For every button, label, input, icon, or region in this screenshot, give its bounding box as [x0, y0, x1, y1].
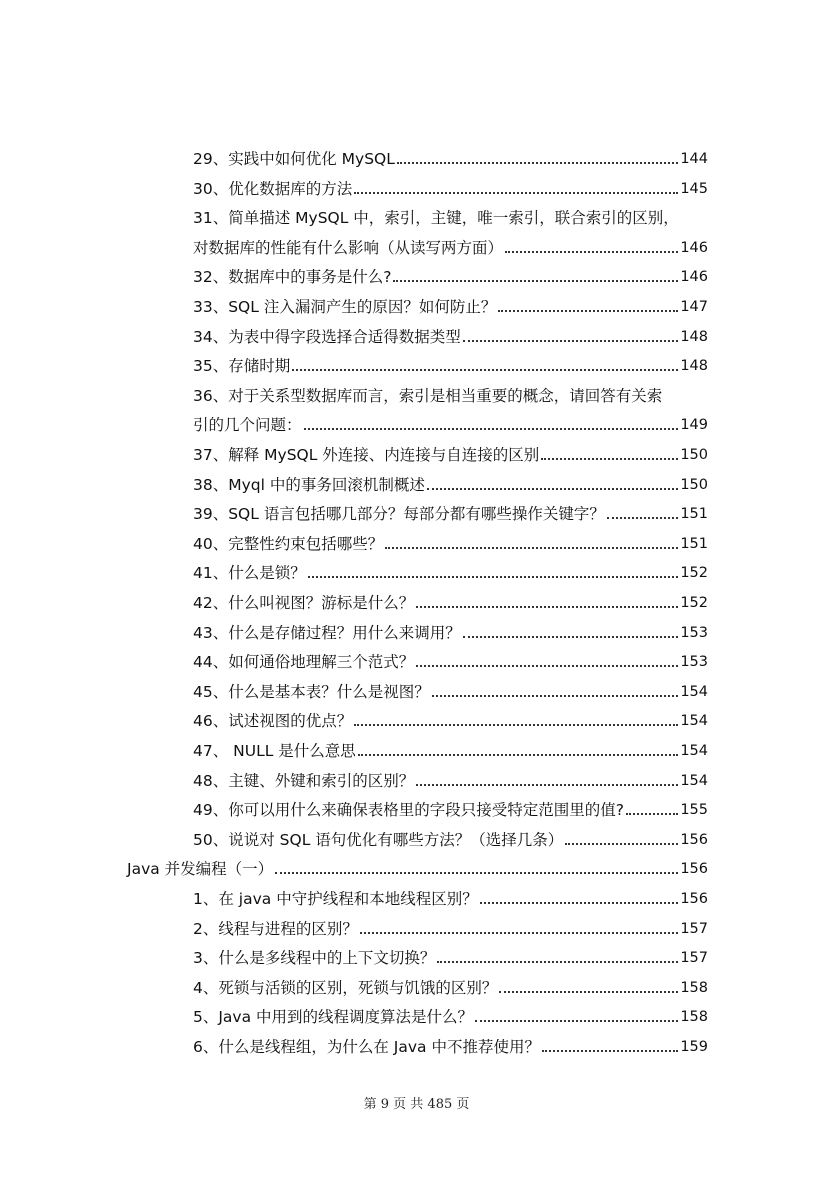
- toc-entry[interactable]: [193, 1001, 708, 1027]
- toc-entry-title: 49、你可以用什么来确保表格里的字段只接受特定范围里的值?: [193, 801, 624, 820]
- toc-entry-page-number: 146: [680, 269, 708, 286]
- toc-entry-title: 30、优化数据库的方法: [193, 179, 353, 198]
- toc-entry[interactable]: [193, 913, 708, 939]
- toc-entry-page-number: 151: [680, 535, 708, 552]
- toc-entry-title: 43、什么是存储过程？用什么来调用？: [193, 623, 461, 642]
- toc-entry-title: 4、死锁与活锁的区别，死锁与饥饿的区别？: [193, 978, 498, 997]
- toc-entry-title: 41、什么是锁？: [193, 564, 306, 583]
- dot-leader: [416, 606, 678, 608]
- toc-entry[interactable]: [193, 321, 708, 347]
- toc-entry[interactable]: [193, 380, 708, 406]
- toc-entry[interactable]: [193, 291, 708, 317]
- toc-entry-page-number: 146: [680, 239, 708, 256]
- dot-leader: [542, 1050, 678, 1052]
- toc-entry-title: 40、完整性约束包括哪些？: [193, 534, 384, 553]
- toc-entry-page-number: 148: [680, 358, 708, 375]
- toc-entry-page-number: 149: [680, 417, 708, 434]
- dot-leader: [607, 517, 678, 519]
- toc-entry[interactable]: [193, 676, 708, 702]
- toc-entry-title: 34、为表中得字段选择合适得数据类型: [193, 327, 461, 346]
- toc-entry[interactable]: [193, 735, 708, 761]
- toc-entry-title: 29、实践中如何优化 MySQL: [193, 150, 395, 168]
- toc-entry-title: 33、SQL 注入漏洞产生的原因？如何防止？: [193, 298, 497, 316]
- toc-entry-page-number: 147: [680, 299, 708, 315]
- toc-entry[interactable]: [193, 942, 708, 968]
- toc-entry-title: 39、SQL 语言包括哪几部分？每部分都有哪些操作关键字？: [193, 505, 605, 524]
- toc-entry-title: 3、什么是多线程中的上下文切换？: [193, 949, 436, 968]
- toc-entry-page-number: 155: [680, 802, 708, 819]
- toc-entry-title: 1、在 java 中守护线程和本地线程区别？: [193, 890, 478, 908]
- toc-entry-page-number: 153: [680, 624, 708, 641]
- dot-leader: [499, 991, 678, 993]
- dot-leader: [358, 754, 679, 756]
- toc-entry-page-number: 150: [680, 476, 708, 493]
- toc-entry-continuation[interactable]: [193, 409, 708, 435]
- toc-entry-page-number: 154: [680, 683, 708, 700]
- toc-entry-title: 44、如何通俗地理解三个范式？: [193, 653, 415, 672]
- dot-leader: [292, 369, 678, 371]
- toc-entry-title: 36、对于关系型数据库而言，索引是相当重要的概念，请回答有关索: [193, 386, 663, 405]
- dot-leader: [304, 428, 679, 430]
- dot-leader: [275, 872, 678, 874]
- toc-entry[interactable]: [193, 824, 708, 850]
- toc-entry[interactable]: [193, 617, 708, 643]
- toc-entry[interactable]: [193, 143, 708, 169]
- toc-entry-title: 48、主键、外键和索引的区别？: [193, 771, 415, 790]
- toc-entry-title: 42、什么叫视图？游标是什么？: [193, 594, 415, 612]
- toc-entry-page-number: 152: [680, 565, 708, 582]
- toc-entry-page-number: 148: [680, 328, 708, 345]
- toc-entry-continuation[interactable]: [193, 232, 708, 258]
- toc-entry[interactable]: [193, 705, 708, 731]
- dot-leader: [463, 340, 679, 342]
- toc-entry-page-number: 159: [680, 1039, 708, 1055]
- dot-leader: [397, 162, 678, 164]
- dot-leader: [416, 665, 678, 667]
- dot-leader: [385, 547, 678, 549]
- dot-leader: [416, 784, 678, 786]
- dot-leader: [463, 636, 679, 638]
- toc-entry-page-number: 154: [680, 713, 708, 730]
- toc-entry-title: 37、解释 MySQL 外连接、内连接与自连接的区别: [193, 446, 540, 464]
- toc-entry-title: 35、存储时期: [193, 357, 291, 376]
- toc-entry[interactable]: [193, 528, 708, 554]
- toc-entry-title: 2、线程与进程的区别？: [193, 919, 358, 938]
- toc-entry[interactable]: [193, 469, 708, 495]
- toc-entry-page-number: 158: [680, 979, 708, 996]
- toc-entry[interactable]: [193, 173, 708, 199]
- toc-section-entry[interactable]: [127, 853, 708, 879]
- dot-leader: [393, 280, 678, 282]
- dot-leader: [437, 961, 678, 963]
- dot-leader: [541, 458, 678, 460]
- toc-entry-page-number: 157: [680, 950, 708, 967]
- toc-entry[interactable]: [193, 498, 708, 524]
- toc-entry[interactable]: [193, 202, 708, 228]
- dot-leader: [475, 1020, 678, 1022]
- toc-entry-page-number: 151: [680, 506, 708, 523]
- toc-entry-title: 5、Java 中用到的线程调度算法是什么？: [193, 1008, 474, 1027]
- toc-entry-title: Java 并发编程（一）: [127, 860, 274, 879]
- dot-leader: [498, 310, 678, 312]
- toc-entry-page-number: 154: [680, 772, 708, 789]
- toc-entry-title-continuation: 对数据库的性能有什么影响（从读写两方面）: [193, 238, 504, 257]
- toc-entry-page-number: 145: [680, 180, 708, 197]
- dot-leader: [354, 724, 678, 726]
- toc-entry[interactable]: [193, 587, 708, 613]
- toc-entry[interactable]: [193, 972, 708, 998]
- toc-entry-title: 50、说说对 SQL 语句优化有哪些方法？（选择几条）: [193, 830, 564, 849]
- toc-entry-page-number: 157: [680, 920, 708, 937]
- toc-entry-title: 46、试述视图的优点？: [193, 712, 353, 731]
- toc-entry[interactable]: [193, 557, 708, 583]
- toc-entry-title-continuation: 引的几个问题：: [193, 416, 302, 435]
- dot-leader: [432, 695, 679, 697]
- dot-leader: [480, 902, 679, 904]
- dot-leader: [565, 843, 678, 845]
- toc-entry-title: 6、什么是线程组，为什么在 Java 中不推荐使用？: [193, 1038, 540, 1056]
- toc-entry-title: 32、数据库中的事务是什么?: [193, 268, 392, 287]
- toc-entry[interactable]: [193, 646, 708, 672]
- toc-entry-page-number: 153: [680, 654, 708, 671]
- toc-entry[interactable]: [193, 350, 708, 376]
- dot-leader: [427, 488, 678, 490]
- dot-leader: [626, 813, 678, 815]
- toc-entry-title: 47、 NULL 是什么意思: [193, 742, 356, 760]
- toc-entry-page-number: 156: [680, 891, 708, 907]
- toc-entry[interactable]: [193, 1031, 708, 1057]
- toc-entry-page-number: 154: [680, 743, 708, 759]
- toc-entry[interactable]: [193, 794, 708, 820]
- toc-entry[interactable]: [193, 765, 708, 791]
- toc-entry-page-number: 152: [680, 595, 708, 611]
- toc-entry-page-number: 156: [680, 831, 708, 848]
- dot-leader: [360, 932, 678, 934]
- dot-leader: [354, 192, 678, 194]
- page-footer: 第 9 页 共 485 页: [363, 1097, 470, 1112]
- toc-entry[interactable]: [193, 883, 708, 909]
- dot-leader: [308, 576, 679, 578]
- toc-entry-title: 31、简单描述 MySQL 中，索引，主键，唯一索引，联合索引的区别，: [193, 209, 679, 228]
- toc-entry-title: 38、Myql 中的事务回滚机制概述: [193, 475, 425, 494]
- toc-entry[interactable]: [193, 261, 708, 287]
- toc-entry-page-number: 144: [680, 151, 708, 167]
- toc-entry-page-number: 158: [680, 1009, 708, 1026]
- toc-entry-page-number: 150: [680, 447, 708, 463]
- dot-leader: [505, 251, 678, 253]
- toc-entry-page-number: 156: [680, 861, 708, 878]
- toc-entry-title: 45、什么是基本表？什么是视图？: [193, 682, 430, 701]
- toc-entry[interactable]: [193, 439, 708, 465]
